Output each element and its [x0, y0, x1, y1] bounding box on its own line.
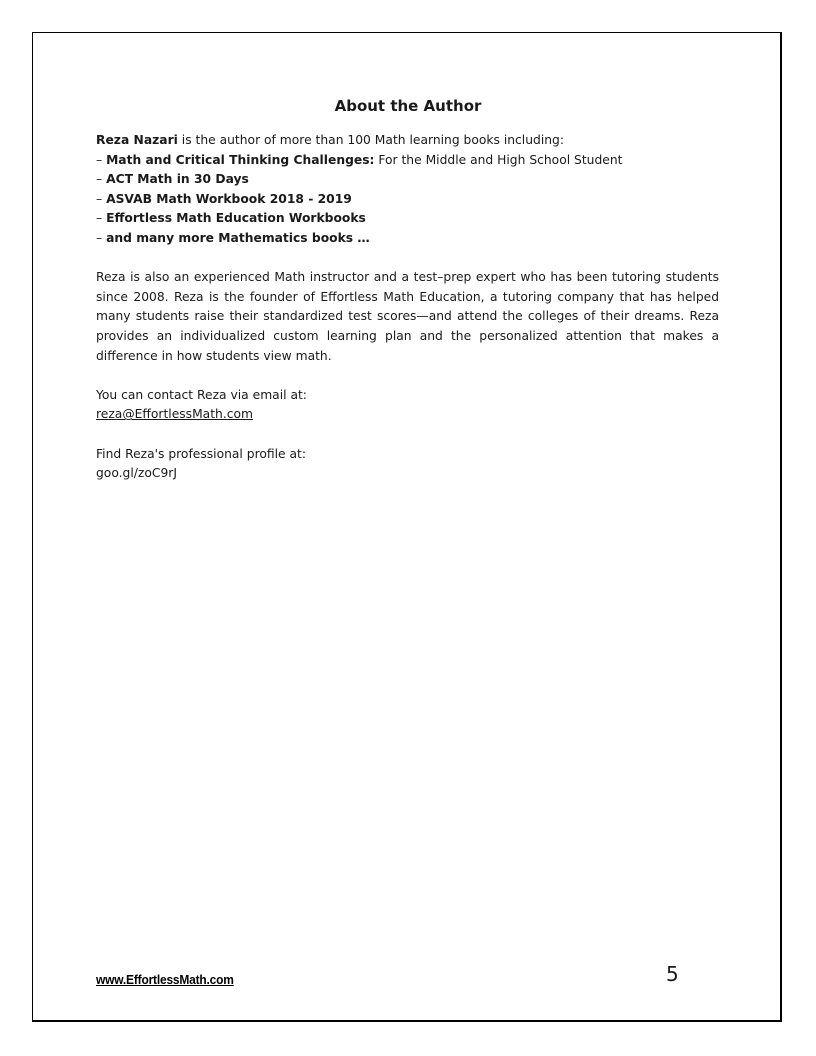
author-name: Reza Nazari	[96, 133, 178, 147]
page-title: About the Author	[334, 97, 482, 115]
page-number: 5	[666, 962, 679, 986]
book-item: – and many more Mathematics books …	[96, 230, 370, 245]
bio-paragraph: Reza is also an experienced Math instructor and a test–prep expert who has been tutoring students since 2008. Reza is the founder of Effortless Math Education, a tutoring company that has helped many students raise their standardized test scores—and attend the colleges of their dreams. Reza provides an individualized custom learning plan and the personalized attention that makes a difference in how students view math.	[96, 270, 719, 363]
profile-label: Find Reza's professional profile at:	[96, 446, 307, 461]
intro-text: is the author of more than 100 Math learning books including:	[177, 133, 564, 147]
book-subtitle: For the Middle and High School Student	[374, 152, 623, 167]
book-item: – ASVAB Math Workbook 2018 - 2019	[96, 191, 352, 206]
intro-line	[96, 131, 719, 151]
email-link[interactable]: reza@EffortlessMath.com	[96, 407, 254, 422]
book-item: – Effortless Math Education Workbooks	[96, 211, 366, 226]
author-bio-content	[96, 131, 719, 484]
book-title: Math and Critical Thinking Challenges:	[106, 152, 375, 167]
book-title: and many more Mathematics books …	[106, 230, 370, 245]
footer-website-link[interactable]: www.EffortlessMath.com	[96, 972, 234, 987]
book-item: – Math and Critical Thinking Challenges: For the Middle and High School Student	[96, 152, 623, 167]
book-title: ACT Math in 30 Days	[106, 172, 249, 187]
book-title: Effortless Math Education Workbooks	[106, 211, 366, 226]
book-title: ASVAB Math Workbook 2018 - 2019	[106, 191, 352, 206]
profile-url[interactable]: goo.gl/zoC9rJ	[96, 466, 177, 481]
contact-label: You can contact Reza via email at:	[96, 387, 307, 402]
book-item: – ACT Math in 30 Days	[96, 172, 249, 187]
